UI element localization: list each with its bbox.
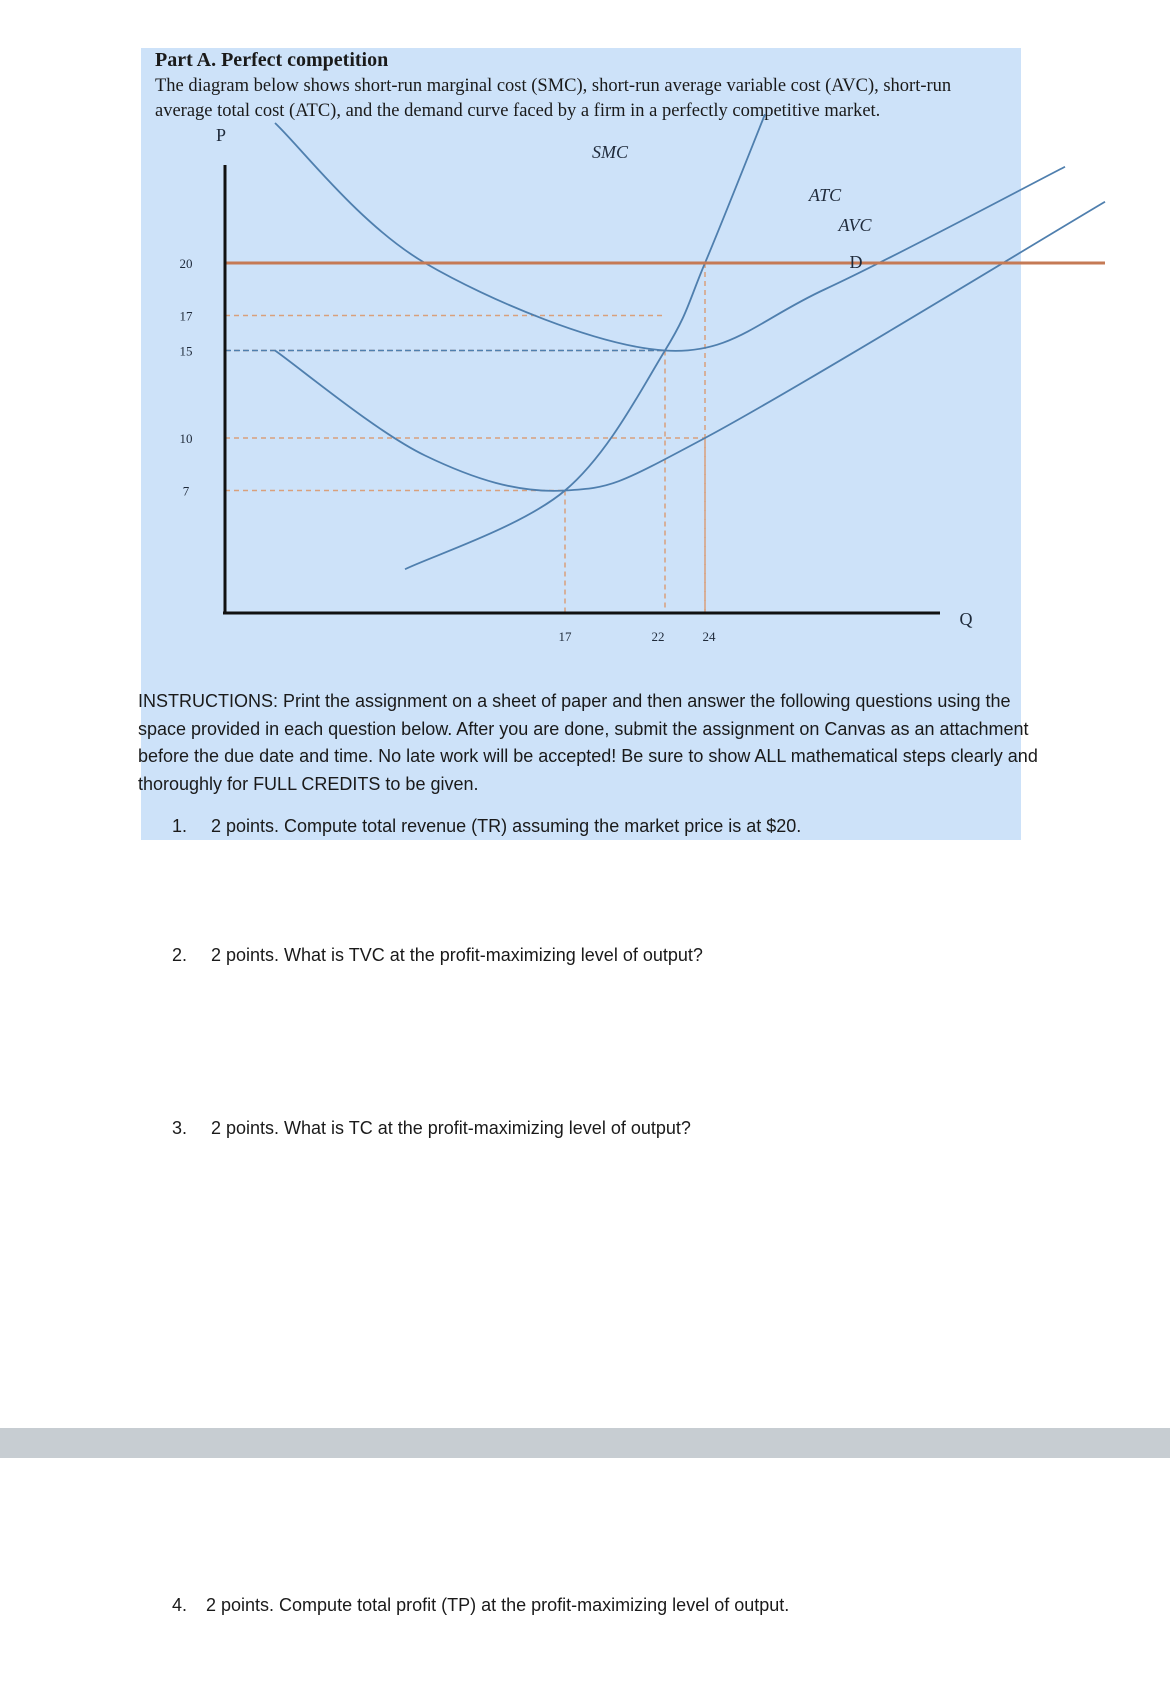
y-tick-label: 17 <box>179 308 193 324</box>
y-axis-label: P <box>215 125 227 145</box>
question-number: 2. <box>172 945 188 965</box>
y-tick-label: 10 <box>179 431 193 446</box>
x-tick-labels <box>559 629 717 644</box>
avc-label: AVC <box>838 215 872 235</box>
smc-curve <box>405 114 765 569</box>
y-tick-label: 20 <box>179 256 193 271</box>
page-break-divider <box>0 1428 1170 1458</box>
cost-curves-chart <box>0 0 1170 700</box>
question-2 <box>172 945 703 966</box>
question-4 <box>172 1595 789 1616</box>
part-title: Part A. Perfect competition <box>155 49 389 71</box>
curves <box>225 114 1105 569</box>
question-number: 3. <box>172 1118 188 1138</box>
question-number: 4. <box>172 1595 188 1615</box>
question-text: 2 points. Compute total revenue (TR) assuming the market price is at $20. <box>211 816 802 836</box>
x-tick-label: 17 <box>558 629 572 644</box>
y-tick-label: 15 <box>179 343 193 359</box>
x-tick-label: 22 <box>651 629 665 644</box>
guide-lines <box>225 263 705 613</box>
y-tick-label: 7 <box>182 483 190 499</box>
question-text: 2 points. What is TC at the profit-maximizing level of output? <box>211 1118 691 1138</box>
smc-label: SMC <box>592 142 628 162</box>
question-text: 2 points. Compute total profit (TP) at the profit-maximizing level of output. <box>206 1595 790 1615</box>
question-text: 2 points. What is TVC at the profit-maximizing level of output? <box>211 945 703 965</box>
part-description: The diagram below shows short-run marginal cost (SMC), short-run average variable cost (AVC), short-run average total cost (ATC), and the demand curve faced by a firm in a perfectly competitive market. <box>155 76 952 121</box>
question-3 <box>172 1118 691 1139</box>
atc-curve <box>275 123 1065 351</box>
question-1 <box>172 816 801 837</box>
x-axis-label: Q <box>959 609 973 629</box>
demand-label: D <box>849 252 863 272</box>
atc-label: ATC <box>808 185 842 205</box>
question-number: 1. <box>172 816 188 836</box>
instructions: INSTRUCTIONS: Print the assignment on a sheet of paper and then answer the following questions using the space provided in each question below. After you are done, submit the assignment on Canvas as an attachment before the due date and time. No late work will be accepted! Be sure to show ALL mathematical steps clearly and thoroughly for FULL CREDITS to be given. <box>138 691 1038 794</box>
x-tick-label: 24 <box>702 629 716 644</box>
y-tick-labels <box>180 256 194 499</box>
